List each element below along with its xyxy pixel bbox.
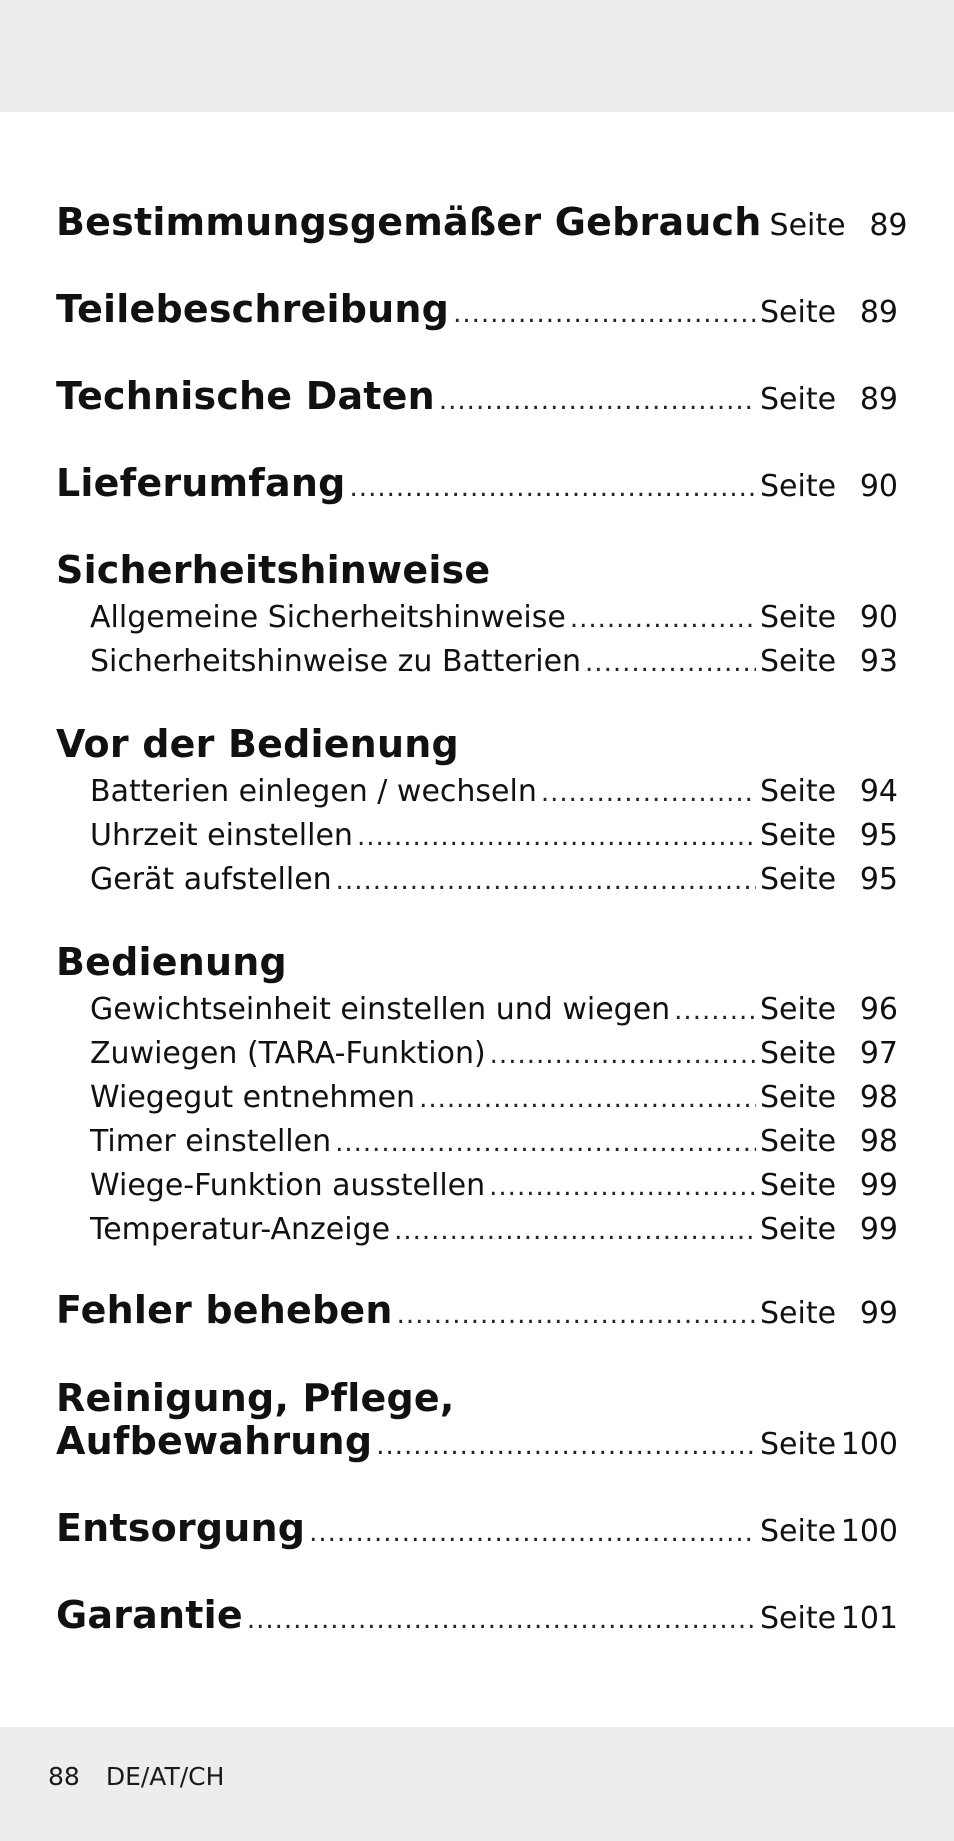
toc-entry-wiegegut-entnehmen[interactable] <box>56 1080 898 1115</box>
toc-entry-garantie[interactable] <box>56 1593 898 1637</box>
page-number: 99 <box>859 1212 898 1247</box>
dot-leader <box>247 1605 756 1635</box>
dot-leader <box>570 604 756 634</box>
toc-entry-label: Zuwiegen (TARA-Funktion) <box>90 1036 486 1071</box>
page-number: 100 <box>840 1514 898 1549</box>
page-number: 100 <box>840 1427 898 1462</box>
dot-leader <box>350 473 756 503</box>
toc-entry-geraet-aufstellen[interactable] <box>56 862 898 897</box>
seite-label: Seite <box>760 600 837 635</box>
toc-entry-label: Batterien einlegen / wechseln <box>90 774 537 809</box>
dot-leader <box>489 1172 756 1202</box>
top-band <box>0 0 954 112</box>
dot-leader <box>336 866 756 896</box>
page-number: 99 <box>859 1296 898 1331</box>
dot-leader <box>357 822 756 852</box>
seite-label: Seite <box>760 1427 837 1462</box>
page-number: 98 <box>859 1080 898 1115</box>
page-number: 96 <box>859 992 898 1027</box>
page-number: 93 <box>859 644 898 679</box>
toc-entry-label: Wiege-Funktion ausstellen <box>90 1168 486 1203</box>
seite-label: Seite <box>760 382 837 417</box>
page-number: 95 <box>859 818 898 853</box>
seite-label: Seite <box>760 1514 837 1549</box>
page-number: 89 <box>869 208 908 243</box>
dot-leader <box>419 1084 756 1114</box>
toc-entry-teilebeschreibung[interactable] <box>56 287 898 331</box>
seite-label: Seite <box>760 862 837 897</box>
page-number: 94 <box>859 774 898 809</box>
seite-label: Seite <box>760 1212 837 1247</box>
dot-leader <box>453 299 756 329</box>
seite-label: Seite <box>769 208 846 243</box>
toc-entry-label: Temperatur-Anzeige <box>90 1212 391 1247</box>
toc-entry-label: Bestimmungsgemäßer Gebrauch <box>56 200 762 244</box>
seite-label: Seite <box>760 1296 837 1331</box>
toc-entry-lieferumfang[interactable] <box>56 461 898 505</box>
seite-label: Seite <box>760 1601 837 1636</box>
toc-entry-entsorgung[interactable] <box>56 1506 898 1550</box>
toc-entry-label: Lieferumfang <box>56 461 346 505</box>
dot-leader <box>439 386 756 416</box>
dot-leader <box>376 1431 756 1461</box>
page-number: 89 <box>859 382 898 417</box>
dot-leader <box>490 1040 756 1070</box>
toc-entry-fehler-beheben[interactable] <box>56 1288 898 1332</box>
toc-entry-zuwiegen[interactable] <box>56 1036 898 1071</box>
seite-label: Seite <box>760 818 837 853</box>
seite-label: Seite <box>760 1036 837 1071</box>
dot-leader <box>541 778 756 808</box>
page-number: 97 <box>859 1036 898 1071</box>
page-number: 101 <box>840 1601 898 1636</box>
toc-entry-wiege-funktion-ausstellen[interactable] <box>56 1168 898 1203</box>
section-heading-sicherheitshinweise: Sicherheitshinweise <box>56 548 491 592</box>
toc-entry-aufbewahrung[interactable] <box>56 1419 898 1463</box>
seite-label: Seite <box>760 469 837 504</box>
page-footer <box>48 1762 224 1791</box>
section-heading-vor-der-bedienung: Vor der Bedienung <box>56 722 459 766</box>
dot-leader <box>335 1128 756 1158</box>
toc-entry-bestimmungsgemaesser-gebrauch[interactable] <box>56 200 908 244</box>
page-number: 99 <box>859 1168 898 1203</box>
dot-leader <box>309 1518 756 1548</box>
toc-entry-label: Aufbewahrung <box>56 1419 373 1463</box>
toc-entry-label: Gewichtseinheit einstellen und wiegen <box>90 992 671 1027</box>
toc-entry-temperatur-anzeige[interactable] <box>56 1212 898 1247</box>
footer-languages: DE/AT/CH <box>105 1762 225 1791</box>
toc-entry-label: Wiegegut entnehmen <box>90 1080 416 1115</box>
toc-entry-allgemeine-sicherheitshinweise[interactable] <box>56 600 898 635</box>
dot-leader <box>397 1300 756 1330</box>
page-number: 95 <box>859 862 898 897</box>
toc-entry-technische-daten[interactable] <box>56 374 898 418</box>
toc-entry-label: Technische Daten <box>56 374 435 418</box>
toc-entry-timer-einstellen[interactable] <box>56 1124 898 1159</box>
seite-label: Seite <box>760 295 837 330</box>
seite-label: Seite <box>760 1124 837 1159</box>
seite-label: Seite <box>760 992 837 1027</box>
toc-entry-uhrzeit-einstellen[interactable] <box>56 818 898 853</box>
section-heading-bedienung: Bedienung <box>56 940 287 984</box>
seite-label: Seite <box>760 1168 837 1203</box>
toc-entry-gewichtseinheit[interactable] <box>56 992 898 1027</box>
toc-entry-label: Timer einstellen <box>90 1124 332 1159</box>
toc-entry-sicherheitshinweise-batterien[interactable] <box>56 644 898 679</box>
dot-leader <box>674 996 756 1026</box>
page-number: 90 <box>859 600 898 635</box>
toc-entry-label: Uhrzeit einstellen <box>90 818 353 853</box>
seite-label: Seite <box>760 1080 837 1115</box>
toc-entry-reinigung-line1: Reinigung, Pflege, <box>56 1376 455 1420</box>
page-number: 90 <box>859 469 898 504</box>
page-number: 89 <box>859 295 898 330</box>
toc-entry-label: Gerät aufstellen <box>90 862 332 897</box>
seite-label: Seite <box>760 644 837 679</box>
dot-leader <box>394 1216 756 1246</box>
toc-entry-label: Garantie <box>56 1593 243 1637</box>
footer-page-number: 88 <box>48 1762 80 1791</box>
toc-entry-batterien-einlegen[interactable] <box>56 774 898 809</box>
toc-entry-label: Teilebeschreibung <box>56 287 450 331</box>
page-number: 98 <box>859 1124 898 1159</box>
toc-entry-label: Allgemeine Sicherheitshinweise <box>90 600 566 635</box>
dot-leader <box>585 648 756 678</box>
toc-entry-label: Sicherheitshinweise zu Batterien <box>90 644 582 679</box>
toc-entry-label: Entsorgung <box>56 1506 306 1550</box>
toc-entry-label: Fehler beheben <box>56 1288 393 1332</box>
seite-label: Seite <box>760 774 837 809</box>
